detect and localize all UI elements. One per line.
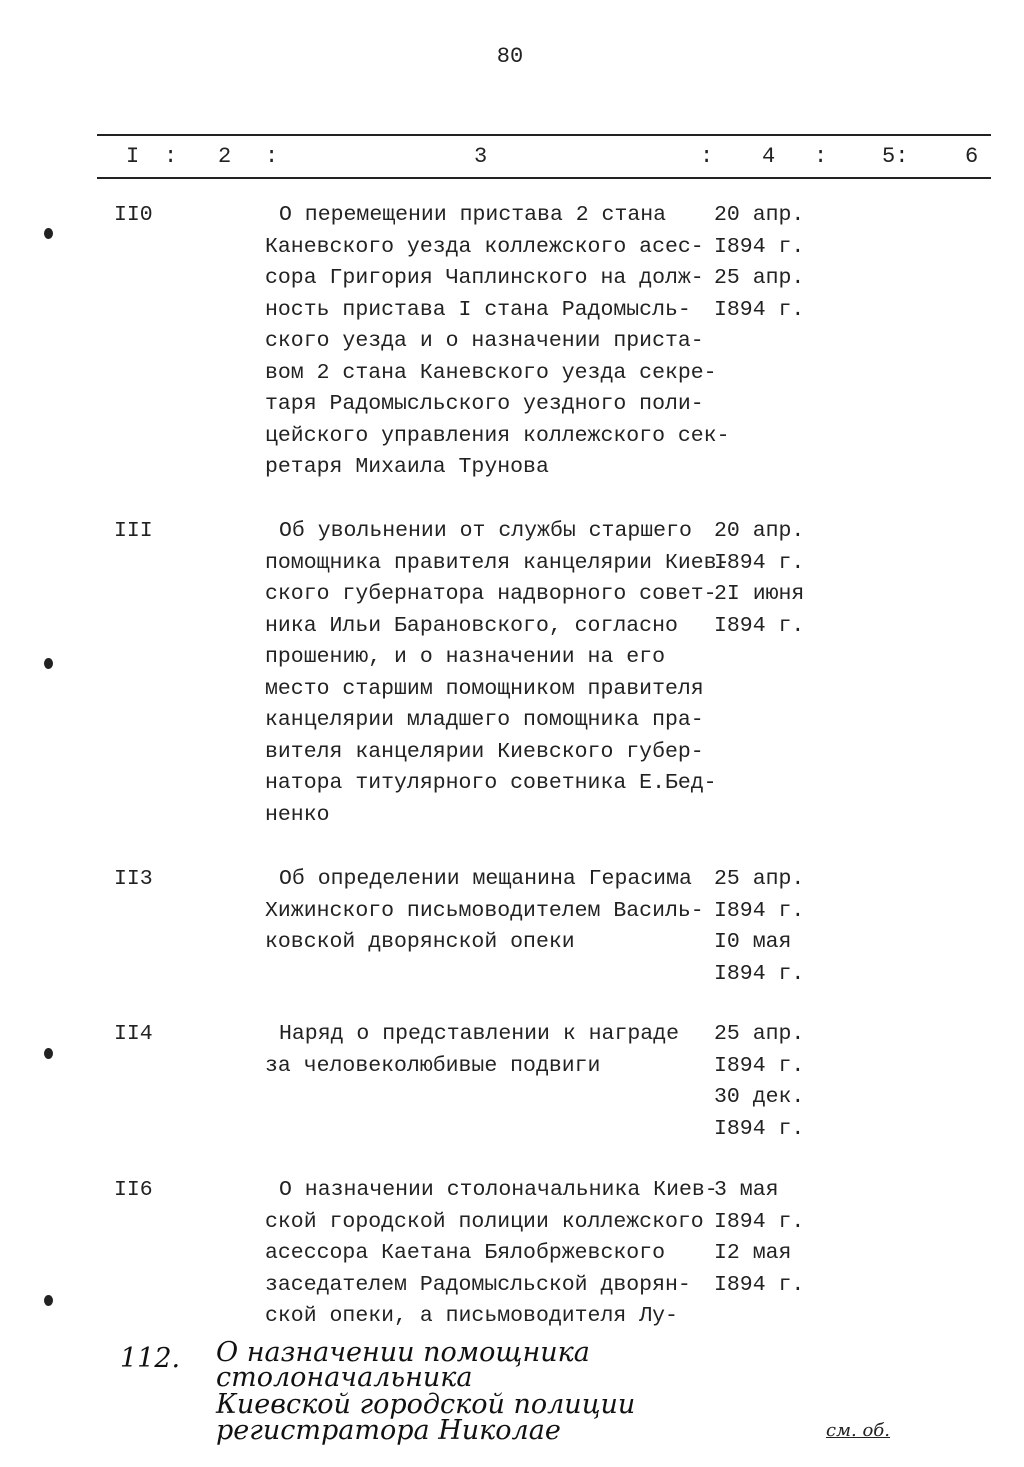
entry-title-line: О назначении столоначальника Киев-: [279, 1178, 718, 1202]
see-reverse-note: см. об.: [826, 1420, 890, 1441]
handwritten-line: Киевской городской полиции: [216, 1389, 636, 1420]
entry-title-line: прошению, и о назначении на его: [265, 645, 665, 669]
entry-date-line: 25 апр.: [714, 1022, 805, 1046]
entry-title-line: ретаря Михаила Трунова: [265, 455, 549, 479]
entry-title-line: Хижинского письмоводителем Василь-: [265, 898, 704, 923]
entry-dates: [714, 1175, 804, 1301]
entry-date-line: 20 апр.: [714, 519, 805, 543]
entry-dates: [714, 864, 804, 990]
entry-date-line: 20 апр.: [714, 203, 805, 227]
handwritten-line: столоначальника: [216, 1362, 473, 1393]
page-number: 80: [496, 44, 524, 69]
entry-number: II6: [114, 1178, 153, 1202]
col-3: 3: [474, 144, 488, 169]
entry-title-line: ского губернатора надворного совет-: [265, 582, 717, 606]
entry-title-line: ковской дворянской опеки: [265, 930, 575, 954]
punch-hole-mark: [44, 658, 53, 669]
entry-title-line: помощника правителя канцелярии Киев-: [265, 550, 730, 575]
entry-title-line: цейского управления коллежского сек-: [265, 423, 730, 448]
entry-date-line: I894 г.: [714, 297, 805, 322]
entry-title-line: за человеколюбивые подвиги: [265, 1053, 601, 1078]
punch-hole-mark: [44, 1048, 53, 1059]
entry-dates: [714, 1019, 804, 1145]
entry-dates: [714, 516, 804, 642]
col-sep: :: [700, 144, 714, 169]
punch-hole-mark: [44, 228, 53, 239]
col-6: 6: [965, 144, 979, 169]
entry-title-line: О перемещении пристава 2 стана: [279, 203, 667, 227]
col-sep: :: [164, 144, 178, 169]
entry-date-line: 25 апр.: [714, 266, 805, 290]
entry-title: [265, 516, 729, 831]
entry-title: [265, 1019, 679, 1082]
col-sep: :: [814, 144, 828, 169]
entry-number: II3: [114, 867, 153, 891]
entry-date-line: I894 г.: [714, 1209, 805, 1234]
entry-date-line: I0 мая: [714, 930, 792, 954]
entry-title-line: таря Радомысльского уездного поли-: [265, 392, 704, 416]
entry-title-line: натора титулярного советника Е.Бед-: [265, 771, 717, 795]
entry-title-line: Наряд о представлении к награде: [279, 1022, 679, 1046]
entry-date-line: I894 г.: [714, 234, 805, 259]
entry-date-line: 2I июня: [714, 582, 805, 606]
header-bottom-rule: [97, 177, 991, 179]
entry-title-line: ника Ильи Барановского, согласно: [265, 613, 678, 638]
entry-title-line: ской городской полиции коллежского: [265, 1209, 704, 1234]
entry-title: [265, 200, 729, 484]
entry-title-line: ской опеки, а письмоводителя Лу-: [265, 1304, 678, 1328]
handwritten-line: регистратора Николае: [216, 1415, 561, 1446]
entry-date-line: I894 г.: [714, 1053, 805, 1078]
entry-date-line: 25 апр.: [714, 867, 805, 891]
col-sep: :: [265, 144, 279, 169]
entry-title-line: Об определении мещанина Герасима: [279, 867, 692, 891]
entry-title-line: ненко: [265, 802, 330, 827]
entry-title-line: вителя канцелярии Киевского губер-: [265, 739, 704, 764]
entry-date-line: I894 г.: [714, 961, 805, 986]
entry-title-line: сора Григория Чаплинского на долж-: [265, 266, 704, 290]
entry-date-line: 3 мая: [714, 1178, 779, 1202]
entry-date-line: 30 дек.: [714, 1085, 805, 1109]
header-top-rule: [97, 134, 991, 136]
entry-title-line: асессора Каетана Бялобржевского: [265, 1241, 665, 1265]
entry-date-line: I894 г.: [714, 1272, 805, 1297]
col-1: I: [126, 144, 140, 169]
entry-title: [265, 1175, 718, 1333]
entry-title-line: вом 2 стана Каневского уезда секре-: [265, 360, 717, 385]
entry-date-line: I894 г.: [714, 898, 805, 923]
entry-title: [265, 864, 704, 959]
entry-title-line: место старшим помощником правителя: [265, 676, 704, 701]
entry-date-line: I894 г.: [714, 613, 805, 638]
entry-title-line: Каневского уезда коллежского асес-: [265, 234, 704, 259]
entry-number: III: [114, 519, 153, 543]
col-4: 4: [762, 144, 776, 169]
handwritten-line: О назначении помощника: [216, 1337, 590, 1368]
handwritten-number: 112.: [120, 1343, 181, 1374]
entry-title-line: ность пристава I стана Радомысль-: [265, 297, 691, 322]
col-2: 2: [218, 144, 232, 169]
entry-number: II0: [114, 203, 153, 227]
entry-dates: [714, 200, 804, 326]
punch-hole-mark: [44, 1295, 53, 1306]
entry-title-line: ского уезда и о назначении приста-: [265, 329, 704, 353]
col-5: 5:: [882, 144, 909, 169]
entry-title-line: Об увольнении от службы старшего: [279, 519, 692, 543]
entry-title-line: заседателем Радомысльской дворян-: [265, 1272, 691, 1297]
entry-date-line: I894 г.: [714, 1116, 805, 1141]
entry-date-line: I2 мая: [714, 1241, 792, 1265]
entry-date-line: I894 г.: [714, 550, 805, 575]
entry-title-line: канцелярии младшего помощника пра-: [265, 708, 704, 732]
entry-number: II4: [114, 1022, 153, 1046]
